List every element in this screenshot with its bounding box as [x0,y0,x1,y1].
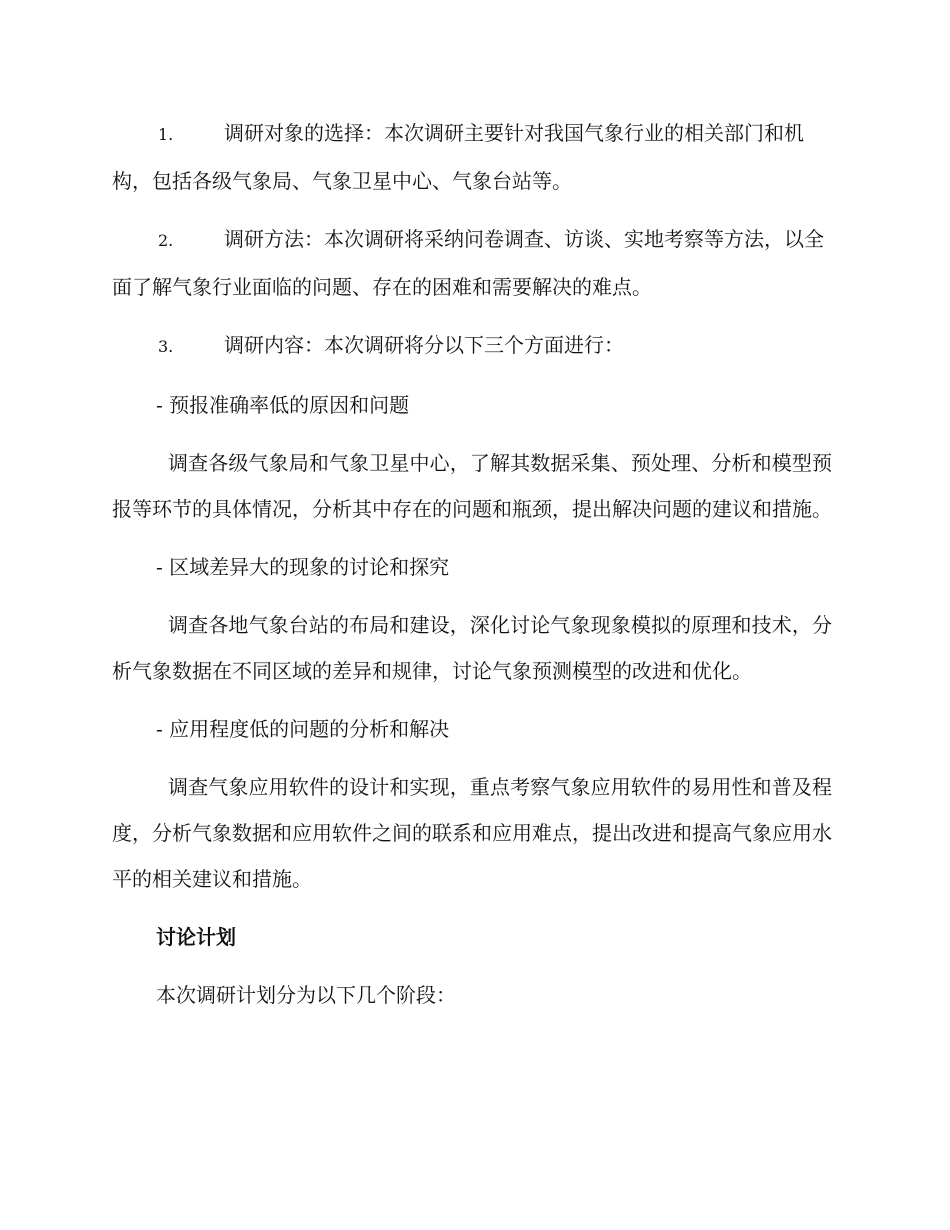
item-text: 调研对象的选择：本次调研主要针对我国气象行业的相关部门和机构，包括各级气象局、气象卫星中心、气象台站等。 [112,121,804,193]
numbered-item-1 [112,110,832,204]
numbered-item-2 [112,216,832,310]
item-number: 3. [158,337,174,356]
subsection-body-1: 调查各级气象局和气象卫星中心，了解其数据采集、预处理、分析和模型预报等环节的具体情况，分析其中存在的问题和瓶颈，提出解决问题的建议和措施。 [112,451,832,521]
subsection-body-2: 调查各地气象台站的布局和建设，深化讨论气象现象模拟的原理和技术，分析气象数据在不同区域的差异和规律，讨论气象预测模型的改进和优化。 [112,613,832,683]
item-text: 调研方法：本次调研将采纳问卷调查、访谈、实地考察等方法，以全面了解气象行业面临的问题、存在的困难和需要解决的难点。 [112,227,824,299]
subsection-title-1: - 预报准确率低的原因和问题 [156,393,410,417]
item-number: 2. [158,231,174,250]
document-body [112,110,832,1018]
item-number: 1. [158,125,174,144]
section-heading: 讨论计划 [156,925,236,949]
numbered-item-3 [112,322,832,370]
subsection-title-2: - 区域差异大的现象的讨论和探究 [156,555,450,579]
subsection-title-3: - 应用程度低的问题的分析和解决 [156,717,450,741]
item-text: 调研内容：本次调研将分以下三个方面进行： [224,333,624,357]
subsection-body-3: 调查气象应用软件的设计和实现，重点考察气象应用软件的易用性和普及程度，分析气象数据和应用软件之间的联系和应用难点，提出改进和提高气象应用水平的相关建议和措施。 [112,775,832,891]
plan-intro: 本次调研计划分为以下几个阶段： [156,983,456,1007]
